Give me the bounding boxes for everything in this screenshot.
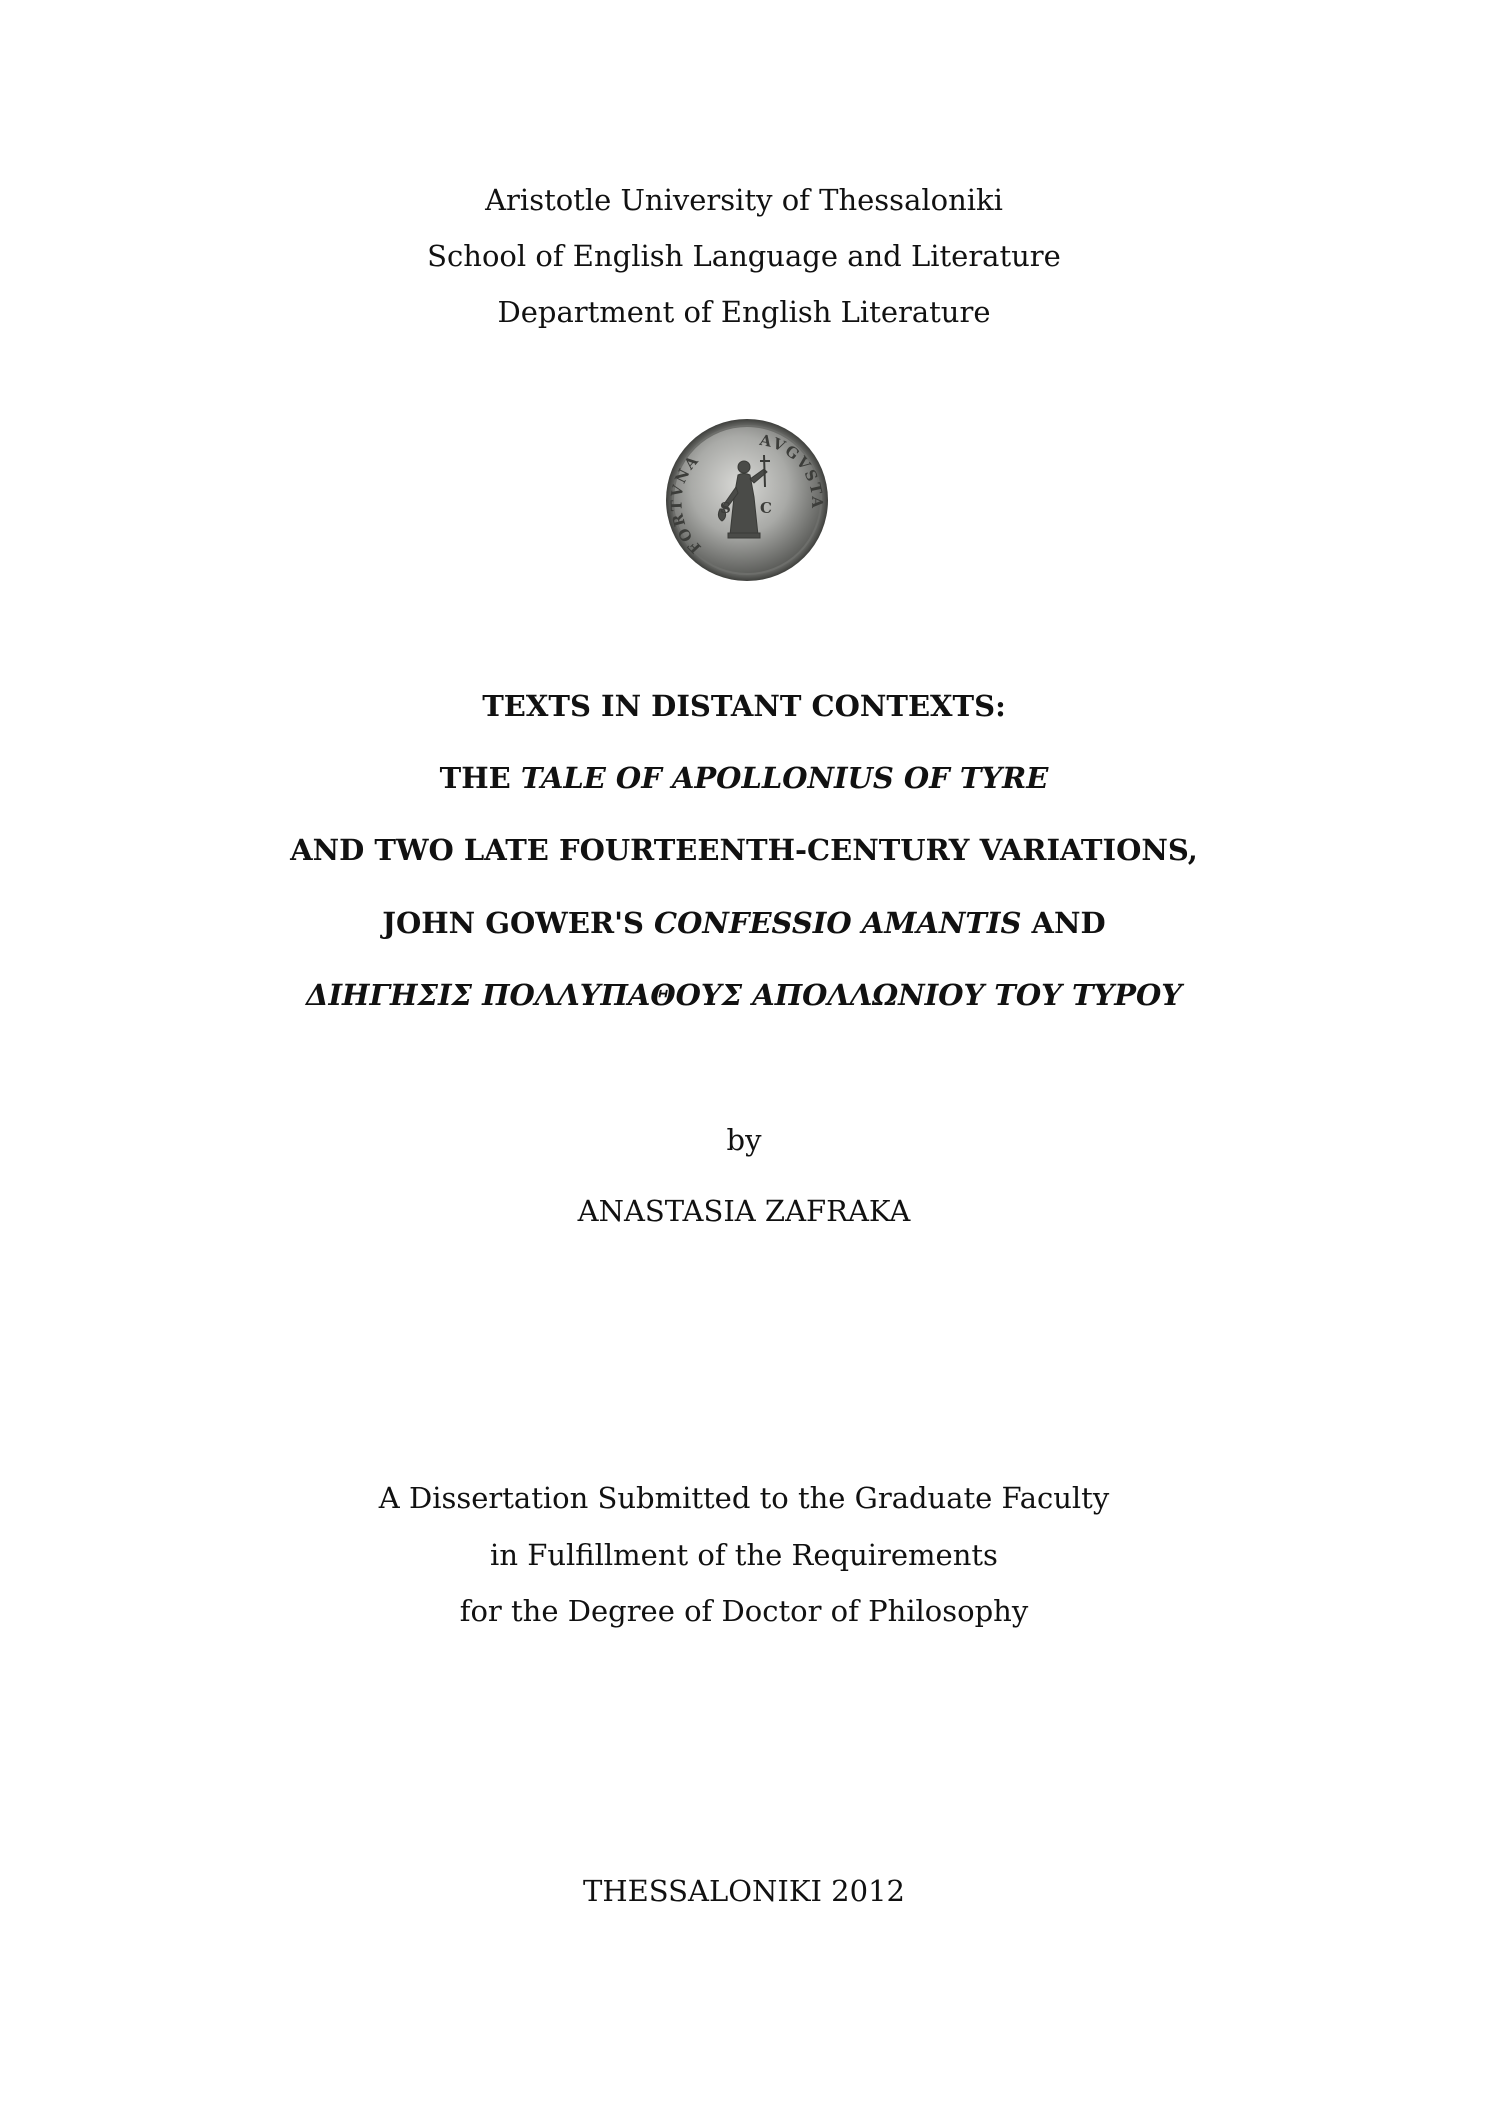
title-line-3: AND TWO LATE FOURTEENTH-CENTURY VARIATIONS, bbox=[290, 833, 1198, 867]
submission-line-1: A Dissertation Submitted to the Graduate Faculty bbox=[378, 1481, 1110, 1515]
svg-text:S: S bbox=[720, 499, 731, 517]
svg-text:FORTVNA: FORTVNA bbox=[667, 450, 705, 557]
department-name: Department of English Literature bbox=[497, 295, 991, 329]
title-line-2-italic: TALE OF APOLLONIUS OF TYRE bbox=[520, 761, 1049, 795]
place-and-year: THESSALONIKI 2012 bbox=[583, 1874, 905, 1908]
roman-coin-fortuna-icon bbox=[664, 417, 830, 583]
title-line-2-prefix: THE bbox=[439, 761, 521, 795]
university-name: Aristotle University of Thessaloniki bbox=[485, 183, 1003, 217]
submission-line-3: for the Degree of Doctor of Philosophy bbox=[459, 1594, 1029, 1628]
title-line-4-prefix: JOHN GOWER'S bbox=[382, 906, 655, 940]
title-line-4-italic: CONFESSIO AMANTIS bbox=[654, 906, 1022, 940]
by-label: by bbox=[726, 1123, 762, 1157]
svg-text:AVGVSTA: AVGVSTA bbox=[758, 430, 827, 511]
author-name: ANASTASIA ZAFRAKA bbox=[577, 1194, 911, 1228]
title-line-5-greek: ΔΙΗΓΗΣΙΣ ΠΟΛΛΥΠΑΘΟΥΣ ΑΠΟΛΛΩΝΙΟΥ ΤΟΥ ΤΥΡΟΥ bbox=[305, 978, 1183, 1012]
title-line-4-suffix: AND bbox=[1021, 906, 1106, 940]
title-line-4 bbox=[0, 905, 1488, 941]
title-line-2 bbox=[0, 760, 1488, 796]
title-line-1: TEXTS IN DISTANT CONTEXTS: bbox=[482, 689, 1006, 723]
submission-line-2: in Fulfillment of the Requirements bbox=[490, 1538, 998, 1572]
svg-text:C: C bbox=[760, 499, 772, 517]
school-name: School of English Language and Literature bbox=[427, 239, 1061, 273]
